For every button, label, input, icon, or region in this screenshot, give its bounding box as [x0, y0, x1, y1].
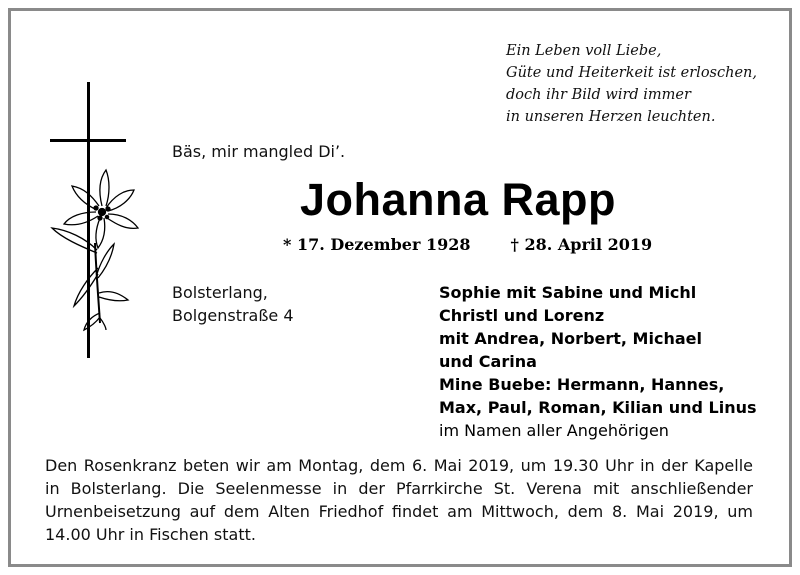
mourner-line: und Carina: [439, 352, 537, 371]
cross-and-edelweiss: [40, 78, 150, 363]
memorial-poem: [506, 40, 786, 128]
mourner-line: Mine Buebe: Hermann, Hannes,: [439, 375, 725, 394]
poem-line: in unseren Herzen leuchten.: [506, 109, 716, 125]
notice-line: in Bolsterlang. Die Seelenmesse in der Pfarrkirche St. Verena mit anschließender: [45, 479, 753, 498]
mourner-line: Christl und Lorenz: [439, 306, 605, 325]
mourners-closing: im Namen aller Angehörigen: [439, 421, 669, 440]
poem-line: Ein Leben voll Liebe,: [506, 43, 662, 59]
cross-icon: [50, 82, 126, 358]
notice-line: Urnenbeisetzung auf dem Alten Friedhof findet am Mittwoch, dem 8. Mai 2019, um: [45, 502, 753, 521]
birth-date: * 17. Dezember 1928: [283, 235, 471, 254]
poem-line: Güte und Heiterkeit ist erloschen,: [506, 65, 757, 81]
dialect-phrase: Bäs, mir mangled Di’.: [172, 142, 346, 161]
notice-line: 14.00 Uhr in Fischen statt.: [45, 525, 256, 544]
edelweiss-icon: [52, 170, 138, 330]
poem-line: doch ihr Bild wird immer: [506, 87, 691, 103]
address-line: Bolgenstraße 4: [172, 306, 294, 325]
mourner-line: Max, Paul, Roman, Kilian und Linus: [439, 398, 757, 417]
deceased-name: Johanna Rapp: [300, 174, 617, 225]
death-date: † 28. April 2019: [510, 235, 653, 254]
life-dates: [283, 235, 652, 254]
mourners-list: [439, 281, 757, 442]
address-block: [172, 281, 294, 327]
service-notice: [45, 454, 753, 546]
mourner-line: mit Andrea, Norbert, Michael: [439, 329, 702, 348]
notice-line: Den Rosenkranz beten wir am Montag, dem 6. Mai 2019, um 19.30 Uhr in der Kapelle: [45, 456, 753, 475]
address-line: Bolsterlang,: [172, 283, 268, 302]
mourner-line: Sophie mit Sabine und Michl: [439, 283, 697, 302]
